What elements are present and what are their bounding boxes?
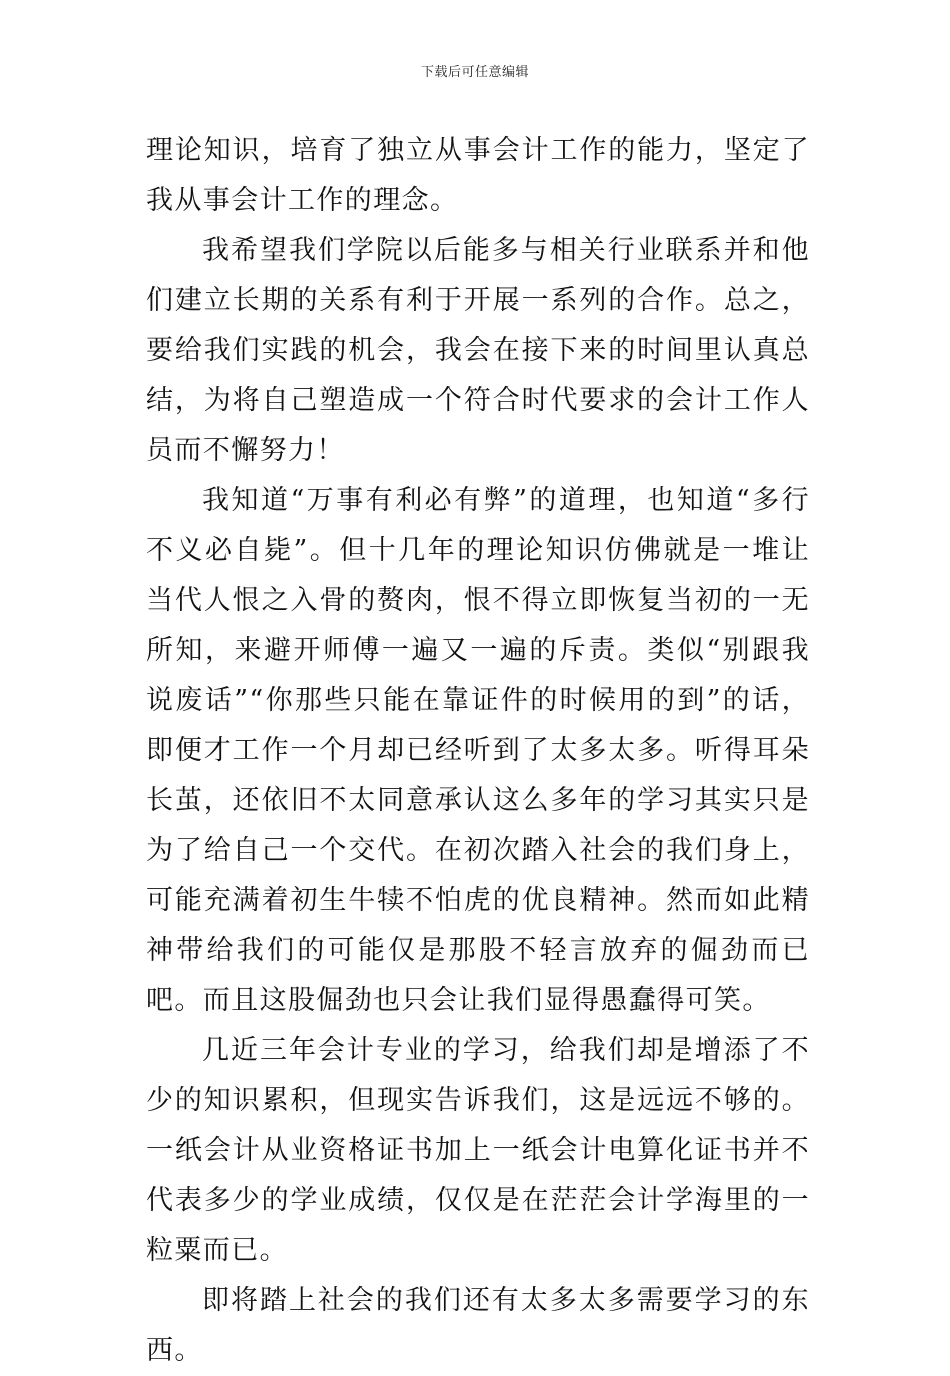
paragraph-1: 理论知识，培育了独立从事会计工作的能力，坚定了我从事会计工作的理念。	[146, 135, 810, 216]
paragraph-2: 我希望我们学院以后能多与相关行业联系并和他们建立长期的关系有利于开展一系列的合作。总之，要给我们实践的机会，我会在接下来的时间里认真总结，为将自己塑造成一个符合时代要求的会计工作人员而不懈努力！	[146, 235, 810, 466]
paragraph-4: 几近三年会计专业的学习，给我们却是增添了不少的知识累积，但现实告诉我们，这是远远不够的。一纸会计从业资格证书加上一纸会计电算化证书并不代表多少的学业成绩，仅仅是在茫茫会计学海里的一粒粟而已。	[146, 1035, 810, 1266]
paragraph-5: 即将踏上社会的我们还有太多太多需要学习的东西。	[146, 1285, 810, 1366]
page-header: 下载后可任意编辑	[420, 65, 529, 80]
paragraph-3: 我知道“万事有利必有弊”的道理，也知道“多行不义必自毙”。但十几年的理论知识仿佛就是一堆让当代人恨之入骨的赘肉，恨不得立即恢复当初的一无所知，来避开师傅一遍又一遍的斥责。类似“别跟我说废话”“你那些只能在靠证件的时候用的到”的话，即便才工作一个月却已经听到了太多太多。听得耳朵长茧，还依旧不太同意承认这么多年的学习其实只是为了给自己一个交代。在初次踏入社会的我们身上，可能充满着初生牛犊不怕虎的优良精神。然而如此精神带给我们的可能仅是那股不轻言放弃的倔劲而已吧。而且这股倔劲也只会让我们显得愚蠢得可笑。	[146, 485, 810, 1016]
body-text	[146, 126, 810, 1376]
